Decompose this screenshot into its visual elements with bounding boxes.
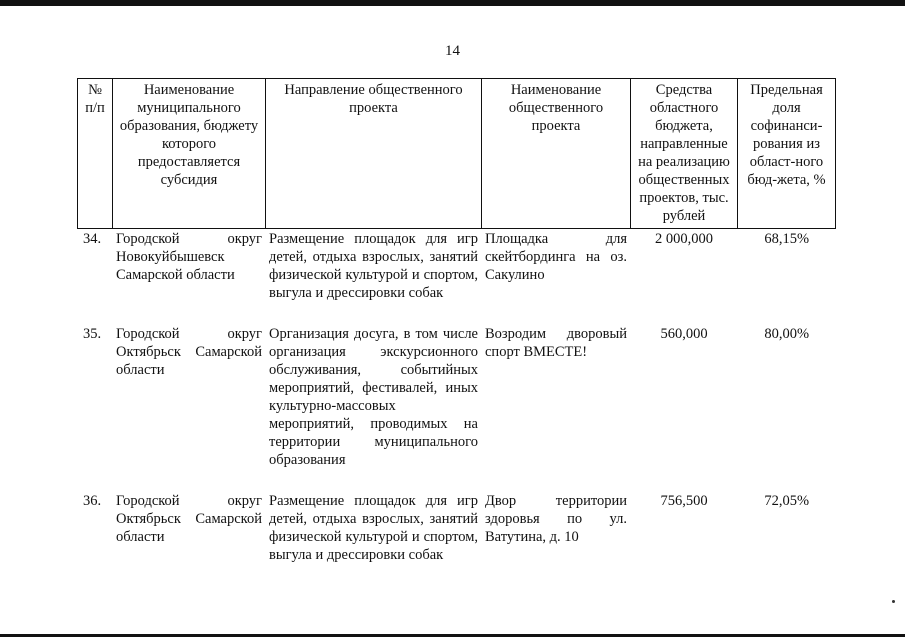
row-number: 36. — [83, 493, 102, 509]
header-budget-amount: Средства областного бюджета, направленные на реализацию общественных проектов, тыс. рублей — [631, 79, 738, 229]
header-number: № п/п — [78, 79, 113, 229]
table-row — [78, 491, 836, 564]
row-number: 35. — [83, 326, 102, 342]
top-border-line — [0, 0, 905, 6]
bottom-border-line — [0, 634, 905, 637]
row-budget-amount: 756,500 — [660, 493, 708, 509]
scan-speck — [892, 600, 895, 603]
row-direction: Размещение площадок для игр детей, отдыха взрослых, занятий физической культурой и спортом, выгула и дрессировки собак — [269, 231, 478, 301]
row-project-name: Двор территории здоровья по ул. Ватутина, д. 10 — [485, 493, 627, 545]
row-municipality: Городской округ Новокуйбышевск Самарской области — [116, 231, 262, 283]
page-number: 14 — [445, 43, 460, 59]
table-row — [78, 229, 836, 325]
table-header-row — [78, 79, 836, 229]
row-number: 34. — [83, 231, 102, 247]
table-row — [78, 324, 836, 491]
row-project-name: Возродим дворовый спорт ВМЕСТЕ! — [485, 326, 627, 360]
row-municipality: Городской округ Октябрьск Самарской области — [116, 493, 262, 545]
header-cofinancing-share: Предельная доля софинанси-рования из област-ного бюд-жета, % — [738, 79, 836, 229]
header-direction: Направление общественного проекта — [266, 79, 482, 229]
row-budget-amount: 560,000 — [660, 326, 708, 342]
row-direction: Размещение площадок для игр детей, отдыха взрослых, занятий физической культурой и спортом, выгула и дрессировки собак — [269, 493, 478, 563]
row-cofinancing-share: 80,00% — [764, 326, 810, 342]
row-budget-amount: 2 000,000 — [655, 231, 713, 247]
row-municipality: Городской округ Октябрьск Самарской области — [116, 326, 262, 378]
row-cofinancing-share: 72,05% — [764, 493, 810, 509]
row-project-name: Площадка для скейтбординга на оз. Сакулино — [485, 231, 627, 283]
header-municipality: Наименование муниципального образования, бюджету которого предоставляется субсидия — [113, 79, 266, 229]
header-project-name: Наименование общественного проекта — [482, 79, 631, 229]
row-direction: Организация досуга, в том числе организация экскурсионного обслуживания, событийных мероприятий, фестивалей, иных культурно-массовых мероприятий, проводимых на территории муниципального образования — [269, 326, 478, 468]
row-cofinancing-share: 68,15% — [764, 231, 810, 247]
subsidy-table — [77, 78, 836, 564]
